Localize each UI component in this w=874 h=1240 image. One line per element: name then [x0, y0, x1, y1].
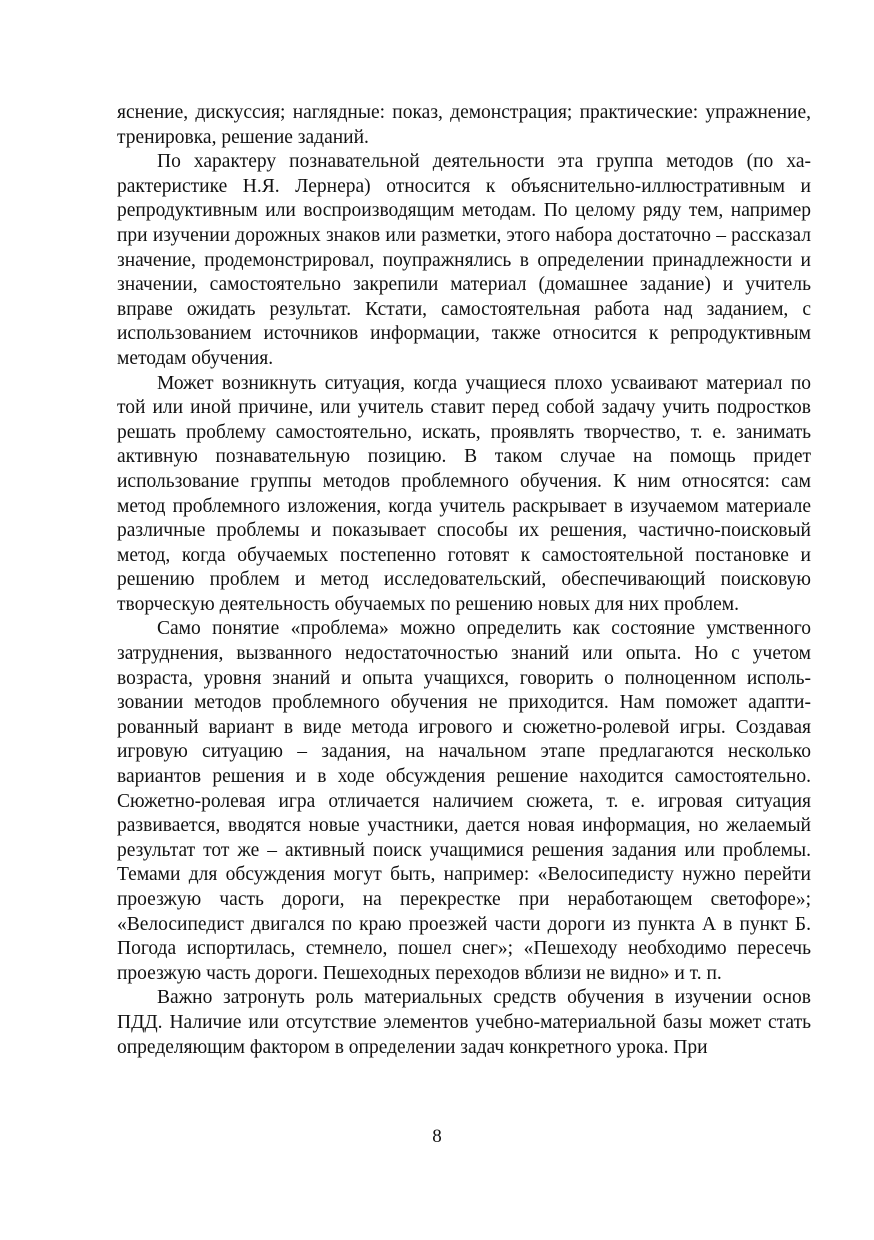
page-number: 8 [432, 1126, 442, 1147]
paragraph-2: По характеру познавательной деятельности эта группа методов (по характеристике Н.Я. Лернера) относится к объяснительно-иллюстративным и репродуктивным или воспроизводящим методам. По целому ряду тем, например при изучении дорожных знаков или разметки, этого набора достаточно – рассказал значение, продемонстрировал, поупражнялись в определении принадлежности и значении, самостоятельно закрепили материал (домашнее задание) и учитель вправе ожидать результат. Кстати, самостоятельная работа над заданием, с использованием источников информации, также относится к репродуктивным методам обучения. [117, 151, 811, 369]
paragraph-4: Само понятие «проблема» можно определить как состояние умственного затруднения, вызванного недостаточностью знаний или опыта. Но с учетом возраста, уровня знаний и опыта учащихся, говорить о полноценном использовании методов проблемного обучения не приходится. Нам поможет адаптированный вариант в виде метода игрового и сюжетно-ролевой игры. Создавая игровую ситуацию – задания, на начальном этапе предлагаются несколько вариантов решения и в ходе обсуждения решение находится самостоятельно. Сюжетно-ролевая игра отличается наличием сюжета, т. е. игровая ситуация развивается, вводятся новые участники, дается новая информация, но желаемый результат тот же – активный поиск учащимися решения задания или проблемы. Темами для обсуждения могут быть, например: «Велосипедисту нужно перейти проезжую часть дороги, на перекрестке при неработающем светофоре»; «Велосипедист двигался по краю проезжей части дороги из пункта А в пункт Б. Погода испортилась, стемнело, пошел снег»; «Пешеходу необходимо пересечь проезжую часть дороги. Пешеходных переходов вблизи не видно» и т. п. [117, 618, 811, 984]
paragraph-1: яснение, дискуссия; наглядные: показ, демонстрация; практические: упражнение, тренировка, решение заданий. [117, 102, 811, 148]
paragraph-3: Может возникнуть ситуация, когда учащиеся плохо усваивают материал по той или иной причине, или учитель ставит перед собой задачу учить подростков решать проблему самостоятельно, искать, проявлять творчество, т. е. занимать активную познавательную позицию. В таком случае на помощь придет использование группы методов проблемного обучения. К ним относятся: сам метод проблемного изложения, когда учитель раскрывает в изучаемом материале различные проблемы и показывает способы их решения, частично-поисковый метод, когда обучаемых постепенно готовят к самостоятельной постановке и решению проблем и метод исследовательский, обеспечивающий поисковую творческую деятельность обучаемых по решению новых для них проблем. [117, 372, 811, 615]
paragraph-5: Важно затронуть роль материальных средств обучения в изучении основ ПДД. Наличие или отсутствие элементов учебно-материальной базы может стать определяющим фактором в определении задач конкретного урока. При [117, 987, 811, 1058]
page-text-body [117, 101, 811, 1060]
